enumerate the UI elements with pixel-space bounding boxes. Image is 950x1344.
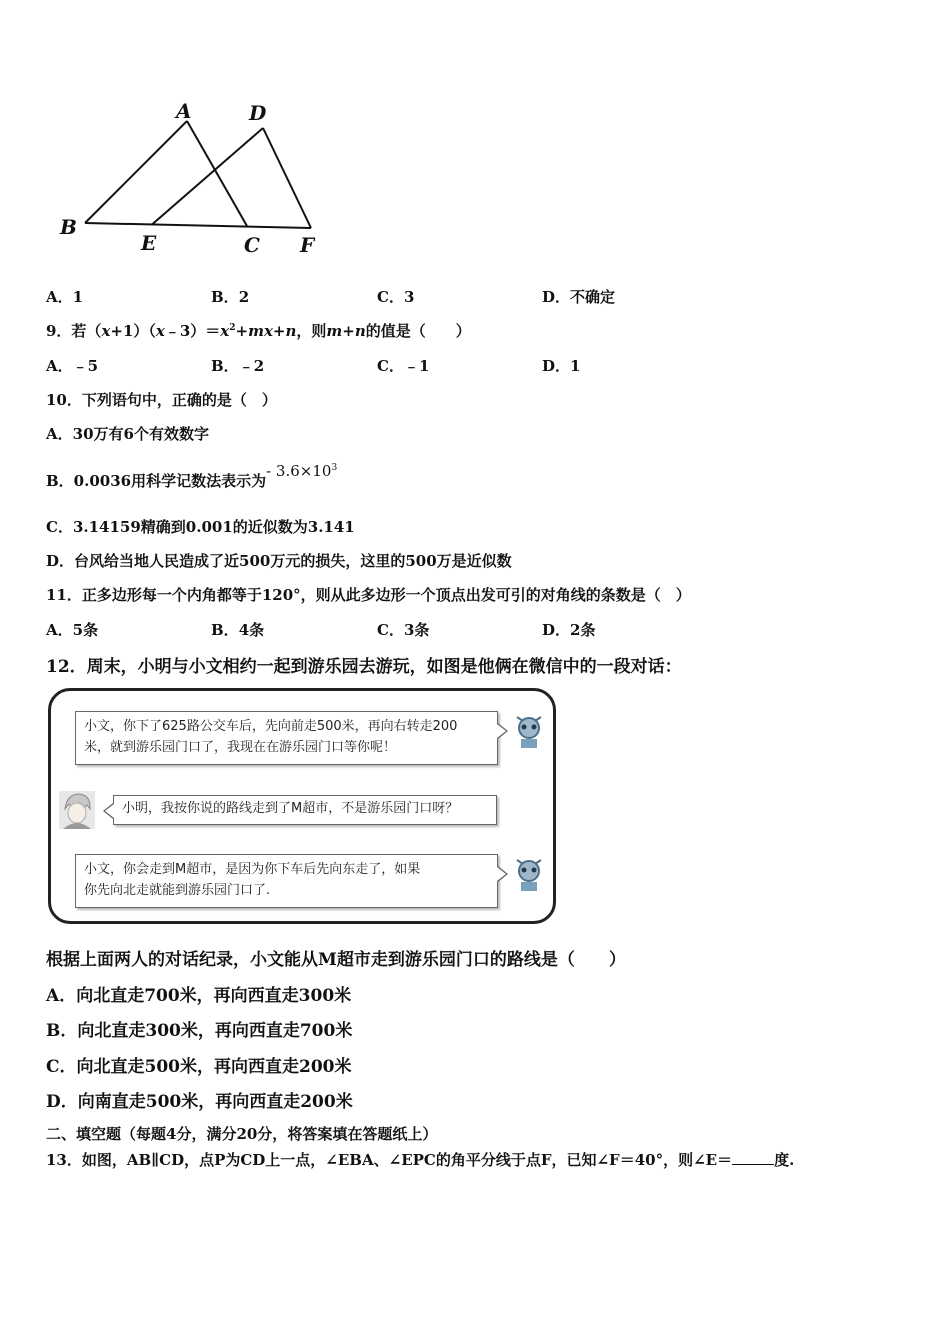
q11-option-b: B．4条	[211, 621, 265, 639]
label-c: C	[244, 233, 260, 257]
q10-stem: 10．下列语句中，正确的是（ ）	[46, 391, 277, 409]
segment-bf	[85, 223, 311, 228]
chat-message-1: 小文，你下了625路公交车后，先向前走500米，再向右转走200 米，就到游乐园门口了，我现在在游乐园门口等你呢！	[75, 711, 498, 765]
q10-option-d: D．台风给当地人民造成了近500万元的损失，这里的500万是近似数	[46, 552, 512, 570]
q8-option-d: D．不确定	[542, 288, 616, 306]
section2-heading: 二、填空题（每题4分，满分20分，将答案填在答题纸上）	[46, 1125, 438, 1143]
q13-stem: 13．如图，AB∥CD，点P为CD上一点，∠EBA、∠EPC的角平分线于点F，已知∠F＝40°，则∠E＝ 度.	[46, 1151, 795, 1169]
q10-option-b: B．0.0036用科学记数法表示为- $3.6\times 10^3$	[46, 462, 338, 490]
q11-option-c: C．3条	[377, 621, 430, 639]
q12-option-b: B．向北直走300米，再向西直走700米	[46, 1021, 353, 1041]
q8-option-c: C．3	[377, 288, 415, 306]
label-f: F	[300, 233, 315, 257]
avatar-xiaoming-icon	[509, 711, 549, 751]
label-a: A	[176, 99, 192, 123]
q9-option-a: A．﹣5	[46, 357, 99, 375]
q8-option-b: B．2	[211, 288, 250, 306]
q13-answer-blank[interactable]	[732, 1150, 774, 1165]
q12-option-c: C．向北直走500米，再向西直走200米	[46, 1057, 352, 1077]
segment-df	[263, 128, 311, 228]
q12-question: 根据上面两人的对话纪录，小文能从M超市走到游乐园门口的路线是（ ）	[46, 950, 626, 970]
q9-stem: 9．若$(x+1)(x﹣3)=x^2+mx+n$，则m+n的值是（ ）	[46, 322, 471, 340]
q10-formula: - $3.6\times 10^3$	[266, 462, 338, 480]
label-b: B	[60, 215, 77, 239]
chat-message-3: 小文，你会走到M超市，是因为你下车后先向东走了，如果 你先向北走就能到游乐园门口了.	[75, 854, 498, 908]
q9-option-c: C．﹣1	[377, 357, 430, 375]
triangle-figure	[55, 95, 335, 265]
q12-stem: 12．周末，小明与小文相约一起到游乐园去游玩，如图是他俩在微信中的一段对话：	[46, 657, 682, 677]
segment-ed	[152, 128, 263, 225]
q10-option-a: A．30万有6个有效数字	[46, 425, 209, 443]
q11-option-d: D．2条	[542, 621, 596, 639]
q12-option-a: A．向北直走700米，再向西直走300米	[46, 986, 352, 1006]
label-d: D	[249, 101, 267, 125]
q11-stem: 11．正多边形每一个内角都等于120°，则从此多边形一个顶点出发可引的对角线的条数是（ ）	[46, 586, 691, 604]
chat-message-2: 小明，我按你说的路线走到了M超市，不是游乐园门口呀？	[113, 795, 497, 825]
q10-option-c: C．3.14159精确到0.001的近似数为3.141	[46, 518, 355, 536]
segment-ac	[187, 121, 247, 226]
q12-option-d: D．向南直走500米，再向西直走200米	[46, 1092, 353, 1112]
wechat-dialog-figure	[48, 688, 556, 924]
q11-option-a: A．5条	[46, 621, 99, 639]
avatar-xiaoming-icon-2	[509, 854, 549, 894]
q9-option-d: D．1	[542, 357, 581, 375]
label-e: E	[141, 231, 157, 255]
q8-option-a: A．1	[46, 288, 84, 306]
avatar-xiaowen-icon	[59, 791, 95, 829]
q9-option-b: B．﹣2	[211, 357, 265, 375]
